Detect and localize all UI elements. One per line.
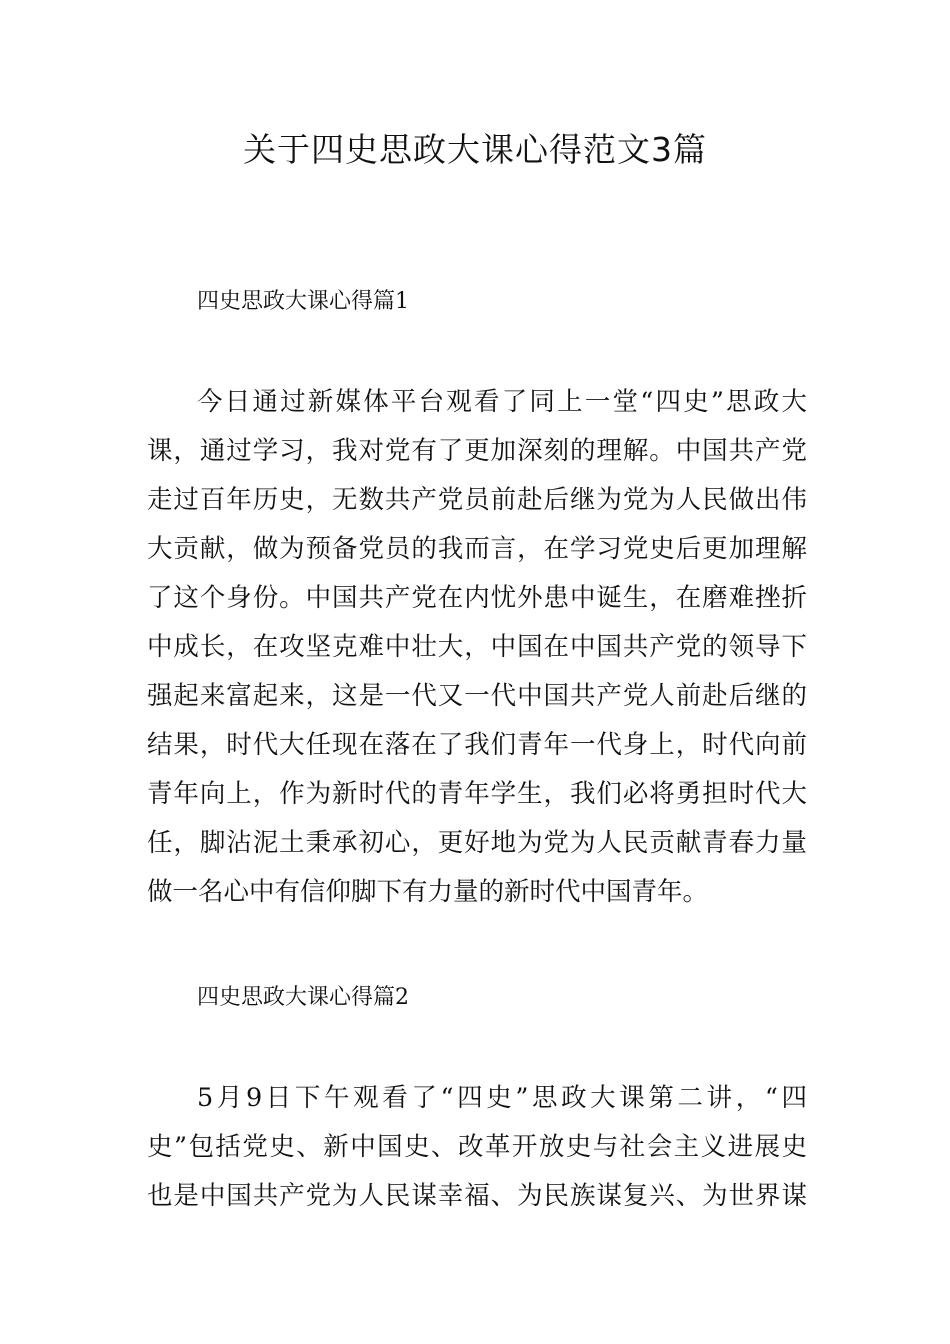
section-1-paragraph <box>147 378 807 917</box>
paragraph-line: 结果，时代大任现在落在了我们青年一代身上，时代向前 <box>147 730 807 760</box>
paragraph-line: 中成长，在攻坚克难中壮大，中国在中国共产党的领导下 <box>147 632 807 662</box>
paragraph-line: 大贡献，做为预备党员的我而言，在学习党史后更加理解 <box>147 534 807 564</box>
paragraph-line: 做一名心中有信仰脚下有力量的新时代中国青年。 <box>147 877 709 907</box>
paragraph-line: 史”包括党史、新中国史、改革开放史与社会主义进展史 <box>147 1132 807 1162</box>
paragraph-line: 课，通过学习，我对党有了更加深刻的理解。中国共产党 <box>147 436 807 466</box>
section-heading-1: 四史思政大课心得篇1 <box>197 289 409 314</box>
paragraph-line: 任，脚沾泥土秉承初心，更好地为党为人民贡献青春力量 <box>147 828 807 858</box>
paragraph-line: 5月9日下午观看了“四史”思政大课第二讲，“四 <box>197 1083 807 1113</box>
section-2-paragraph <box>147 1074 807 1221</box>
paragraph-line: 了这个身份。中国共产党在内忧外患中诞生，在磨难挫折 <box>147 583 807 613</box>
paragraph-line: 强起来富起来，这是一代又一代中国共产党人前赴后继的 <box>147 681 807 711</box>
document-title: 关于四史思政大课心得范文3篇 <box>243 130 707 169</box>
paragraph-line: 走过百年历史，无数共产党员前赴后继为党为人民做出伟 <box>147 485 807 515</box>
section-heading-2: 四史思政大课心得篇2 <box>197 985 409 1010</box>
paragraph-line: 今日通过新媒体平台观看了同上一堂“四史”思政大 <box>197 387 807 417</box>
paragraph-line: 也是中国共产党为人民谋幸福、为民族谋复兴、为世界谋 <box>147 1181 807 1211</box>
paragraph-line: 青年向上，作为新时代的青年学生，我们必将勇担时代大 <box>147 779 807 809</box>
